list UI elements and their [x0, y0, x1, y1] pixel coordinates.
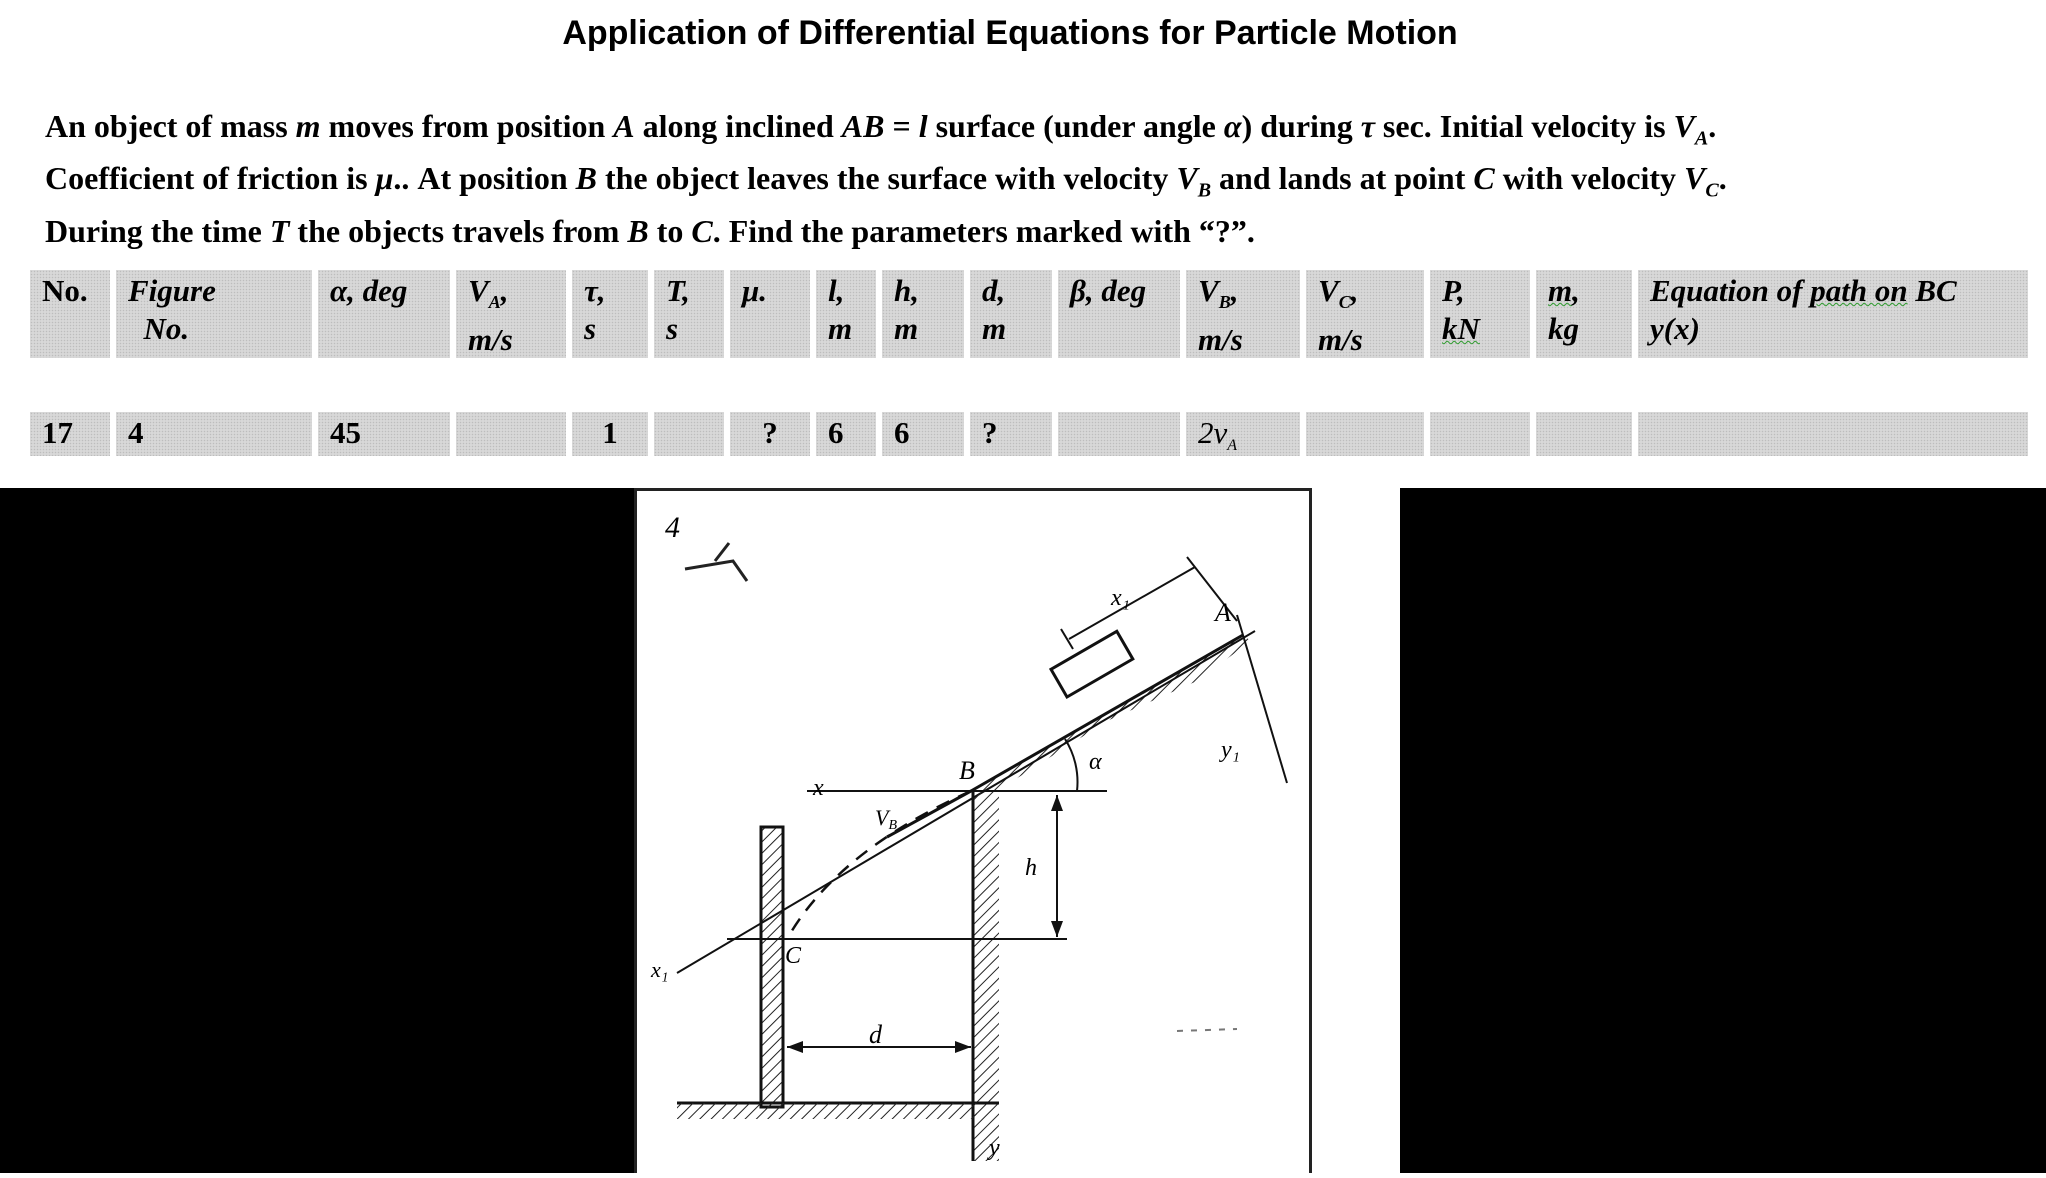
cell-vc	[1306, 412, 1424, 456]
figure-number: 4	[665, 511, 680, 544]
header-mu: μ.	[730, 270, 810, 358]
cell-mu: ?	[730, 412, 810, 456]
page-title: Application of Differential Equations for Particle Motion	[562, 14, 1458, 52]
cell-figure: 4	[116, 412, 312, 456]
header-vc: $V_C$, m/s	[1306, 270, 1424, 358]
header-va: $V_A$, m/s	[456, 270, 566, 358]
header-h: h, m	[882, 270, 964, 358]
label-x1: x₁	[1111, 585, 1130, 611]
block	[1051, 631, 1133, 697]
problem-statement	[45, 106, 1995, 251]
cell-eq	[1638, 412, 2028, 456]
cell-va	[456, 412, 566, 456]
header-l: l, m	[816, 270, 876, 358]
cell-T	[654, 412, 724, 456]
header-tau: τ, s	[572, 270, 648, 358]
redaction-right	[1400, 488, 2046, 1173]
cell-tau: 1	[572, 412, 648, 456]
cell-l: 6	[816, 412, 876, 456]
problem-line-3: During the time T the objects travels from B to C. Find the parameters marked with “?”.	[45, 212, 1255, 249]
vb-arrow	[887, 791, 971, 837]
header-no: No.	[30, 270, 110, 358]
cell-no: 17	[30, 412, 110, 456]
y1-axis-line	[1237, 615, 1287, 783]
left-post	[761, 827, 783, 1107]
header-figure: Figure No.	[116, 270, 312, 358]
header-d: d, m	[970, 270, 1052, 358]
header-eq: Equation of path on BC y(x)	[1638, 270, 2028, 358]
cell-alpha: 45	[318, 412, 450, 456]
figure-4	[634, 488, 1312, 1173]
label-a: A	[1215, 598, 1231, 627]
alpha-arc	[1065, 739, 1078, 791]
stray-marks	[1177, 1029, 1237, 1031]
label-y1: y₁	[1221, 737, 1240, 763]
figure-diagram	[637, 491, 1309, 1173]
label-h: h	[1025, 855, 1037, 881]
problem-line-2: Coefficient of friction is μ.. At position B the object leaves the surface with velocity $V_B$ and lands at point C with velocity $V_C$.	[45, 160, 1727, 202]
label-y: y	[989, 1135, 1000, 1161]
label-alpha: α	[1089, 749, 1102, 775]
cell-P	[1430, 412, 1530, 456]
redaction-left	[0, 488, 634, 1173]
cell-vb: $2v_A$	[1186, 412, 1300, 456]
header-vb: $V_B$, m/s	[1186, 270, 1300, 358]
header-alpha: α, deg	[318, 270, 450, 358]
problem-line-1: An object of mass m moves from position A along inclined AB = l surface (under angle α) during τ sec. Initial velocity is $V_A$.	[45, 108, 1717, 150]
header-beta: β, deg	[1058, 270, 1180, 358]
label-x: x	[813, 775, 824, 801]
label-x1-bottom: x₁	[651, 957, 669, 982]
header-T: T, s	[654, 270, 724, 358]
cell-m	[1536, 412, 1632, 456]
figure-mark	[685, 543, 747, 581]
cell-d: ?	[970, 412, 1052, 456]
label-vb: VB	[875, 805, 898, 833]
label-c: C	[785, 943, 802, 969]
cell-beta	[1058, 412, 1180, 456]
header-P: P, kN	[1430, 270, 1530, 358]
header-m: m, kg	[1536, 270, 1632, 358]
x1-dimension	[1069, 567, 1195, 639]
label-d: d	[869, 1020, 882, 1049]
label-b: B	[959, 756, 975, 785]
cell-h: 6	[882, 412, 964, 456]
